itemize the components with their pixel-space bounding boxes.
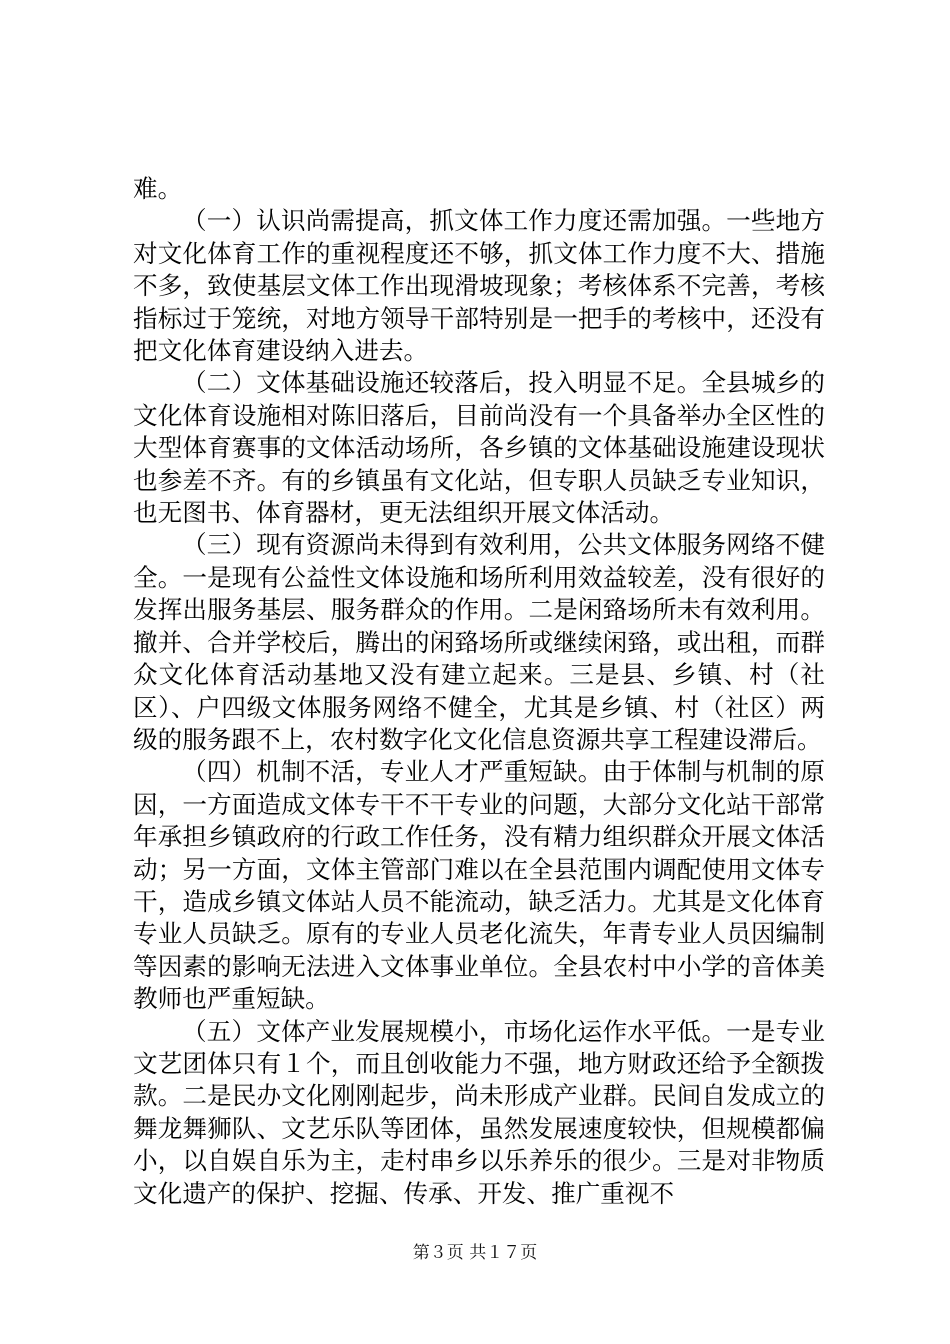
paragraph-section-2: （二）文体基础设施还较落后，投入明显不足。全县城乡的文化体育设施相对陈旧落后，目前尚没有一个具备举办全区性的大型体育赛事的文体活动场所，各乡镇的文体基础设施建设现状也参差不齐。有的乡镇虽有文化站，但专职人员缺乏专业知识，也无图书、体育器材，更无法组织开展文体活动。 — [133, 368, 825, 528]
paragraph-section-5: （五）文体产业发展规模小，市场化运作水平低。一是专业文艺团体只有１个，而且创收能力不强，地方财政还给予全额拨款。二是民办文化刚刚起步，尚未形成产业群。民间自发成立的舞龙舞狮队、文艺乐队等团体，虽然发展速度较快，但规模都偏小，以自娱自乐为主，走村串乡以乐养乐的很少。三是对非物质文化遗产的保护、挖掘、传承、开发、推广重视不 — [133, 1016, 825, 1208]
document-body — [133, 173, 825, 1210]
paragraph-section-3: （三）现有资源尚未得到有效利用，公共文体服务网络不健全。一是现有公益性文体设施和场所利用效益较差，没有很好的发挥出服务基层、服务群众的作用。二是闲臵场所未有效利用。撤并、合并学校后，腾出的闲臵场所或继续闲臵，或出租，而群众文化体育活动基地又没有建立起来。三是县、乡镇、村（社区）、户四级文体服务网络不健全，尤其是乡镇、村（社区）两级的服务跟不上，农村数字化文化信息资源共享工程建设滞后。 — [133, 530, 825, 754]
paragraph-section-4: （四）机制不活，专业人才严重短缺。由于体制与机制的原因，一方面造成文体专干不干专业的问题，大部分文化站干部常年承担乡镇政府的行政工作任务，没有精力组织群众开展文体活动；另一方面，文体主管部门难以在全县范围内调配使用文体专干，造成乡镇文体站人员不能流动，缺乏活力。尤其是文化体育专业人员缺乏。原有的专业人员老化流失，年青专业人员因编制等因素的影响无法进入文体事业单位。全县农村中小学的音体美教师也严重短缺。 — [133, 757, 825, 1014]
page-number-footer: 第３页 共１７页 — [412, 1243, 538, 1263]
paragraph-continuation: 难。 — [133, 174, 183, 203]
paragraph-section-1: （一）认识尚需提高，抓文体工作力度还需加强。一些地方对文化体育工作的重视程度还不够，抓文体工作力度不大、措施不多，致使基层文体工作出现滑坡现象；考核体系不完善，考核指标过于笼统，对地方领导干部特别是一把手的考核中，还没有把文化体育建设纳入进去。 — [133, 206, 825, 366]
